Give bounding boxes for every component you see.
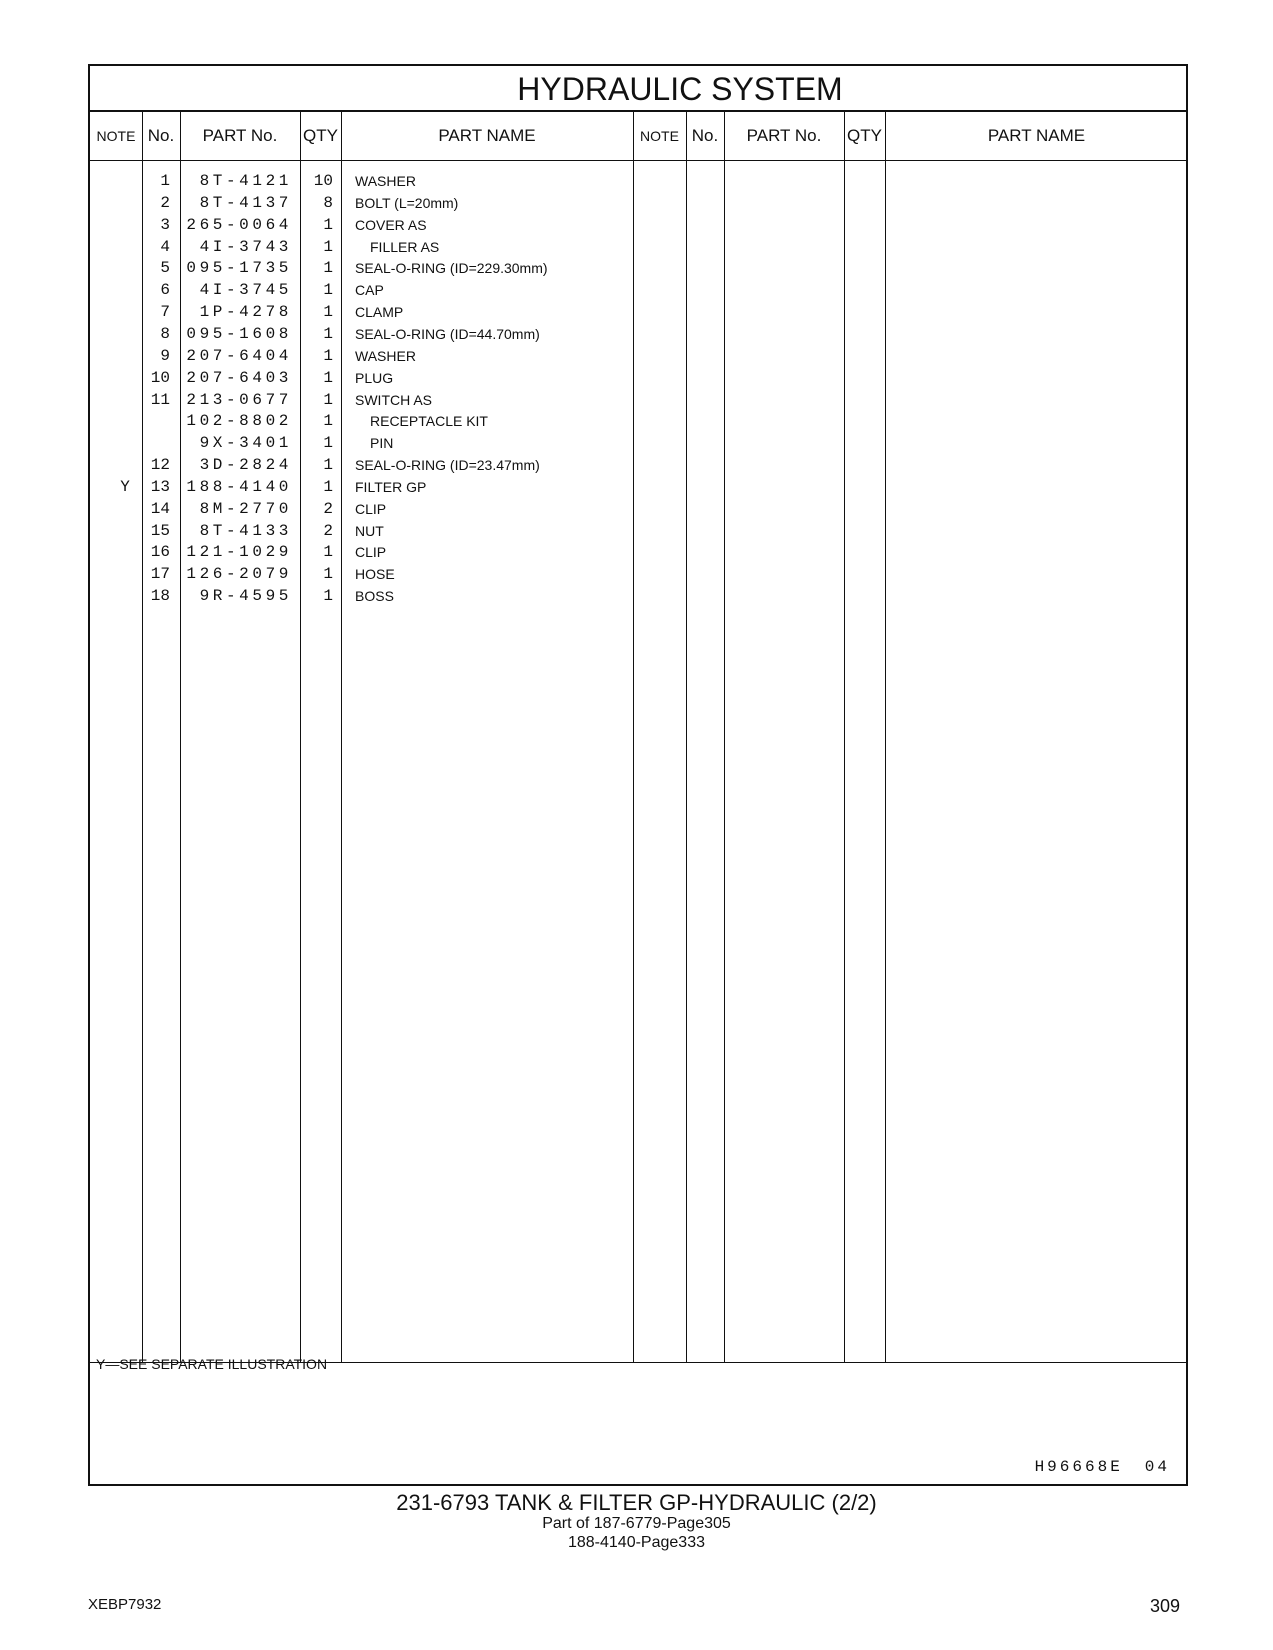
header-part-name-2: PART NAME — [987, 126, 1086, 145]
header-note: NOTE — [96, 128, 136, 144]
row-part-number: 8T-4137 — [199, 193, 292, 212]
group-caption-ref-1: Part of 187-6779-Page305 — [542, 1515, 731, 1532]
page-title-text: HYDRAULIC SYSTEM — [517, 71, 843, 107]
row-part-name: NUT — [355, 522, 384, 539]
row-part-number: 8T-4121 — [199, 172, 292, 190]
row-part-name: CLAMP — [355, 304, 404, 321]
row-part-name: WASHER — [355, 347, 416, 364]
row-item-number: 10 — [150, 368, 170, 387]
header-divider — [90, 160, 1186, 161]
table-row — [90, 476, 1186, 499]
row-quantity: 8 — [323, 193, 333, 212]
page-title — [90, 66, 1186, 112]
row-item-number: 14 — [150, 499, 170, 518]
row-item-number: 11 — [150, 390, 170, 409]
table-row — [90, 498, 1186, 521]
row-part-name: SEAL-O-RING (ID=44.70mm) — [355, 325, 540, 342]
header-no: No. — [147, 126, 175, 145]
row-item-number: 4 — [160, 237, 170, 256]
row-part-name: FILLER AS — [370, 238, 440, 255]
row-part-number: 207-6403 — [186, 368, 292, 387]
row-quantity: 10 — [313, 172, 333, 190]
row-part-name: SWITCH AS — [355, 391, 433, 408]
table-row — [90, 563, 1186, 586]
row-part-number: 4I-3745 — [199, 281, 292, 300]
table-row — [90, 432, 1186, 455]
row-part-name: WASHER — [355, 173, 416, 189]
row-part-number: 102-8802 — [186, 412, 292, 431]
row-part-name: PIN — [370, 435, 394, 452]
header-note-2: NOTE — [640, 128, 679, 144]
table-row — [90, 345, 1186, 368]
table-row — [90, 367, 1186, 390]
group-caption-title: 231-6793 TANK & FILTER GP-HYDRAULIC (2/2) — [396, 1490, 877, 1515]
row-part-number: 207-6404 — [186, 346, 292, 365]
row-quantity: 2 — [323, 521, 333, 540]
table-row — [90, 410, 1186, 433]
row-quantity: 1 — [323, 303, 333, 322]
row-quantity: 1 — [323, 587, 333, 606]
row-quantity: 1 — [323, 368, 333, 387]
table-row — [90, 257, 1186, 280]
row-part-name: FILTER GP — [355, 478, 427, 495]
row-part-number: 095-1608 — [186, 324, 292, 343]
row-quantity: 1 — [323, 237, 333, 256]
row-part-number: 8M-2770 — [199, 499, 292, 518]
row-part-name: RECEPTACLE KIT — [370, 413, 488, 430]
row-part-name: SEAL-O-RING (ID=23.47mm) — [355, 457, 540, 474]
row-item-number: 2 — [160, 193, 170, 212]
table-row — [90, 170, 1186, 193]
header-qty-2: QTY — [847, 126, 882, 145]
row-item-number: 13 — [150, 477, 170, 496]
row-item-number: 16 — [150, 543, 170, 562]
row-part-name: CAP — [355, 282, 384, 299]
row-quantity: 1 — [323, 281, 333, 300]
group-caption-ref-2: 188-4140-Page333 — [567, 1534, 705, 1551]
table-row — [90, 520, 1186, 543]
row-part-number: 188-4140 — [186, 477, 292, 496]
row-quantity: 1 — [323, 215, 333, 234]
row-quantity: 1 — [323, 565, 333, 584]
page-number: 309 — [1150, 1596, 1181, 1616]
illustration-code — [1035, 1458, 1170, 1476]
parts-table-frame — [88, 64, 1188, 1486]
row-item-number: 17 — [150, 565, 170, 584]
row-part-number: 121-1029 — [186, 543, 292, 562]
row-item-number: 3 — [160, 215, 170, 234]
table-row — [90, 454, 1186, 477]
row-part-number: 1P-4278 — [199, 303, 292, 322]
row-note: Y — [120, 477, 130, 496]
row-part-number: 3D-2824 — [199, 456, 292, 475]
row-quantity: 1 — [323, 346, 333, 365]
row-part-number: 213-0677 — [186, 390, 292, 409]
row-part-number: 9R-4595 — [199, 587, 292, 606]
footnote: Y—SEE SEPARATE ILLUSTRATION — [96, 1356, 328, 1372]
row-part-number: 8T-4133 — [199, 521, 292, 540]
row-item-number: 8 — [160, 324, 170, 343]
row-part-name: CLIP — [355, 500, 387, 517]
row-part-number: 126-2079 — [186, 565, 292, 584]
table-row — [90, 323, 1186, 346]
row-part-number: 4I-3743 — [199, 237, 292, 256]
row-part-name: SEAL-O-RING (ID=229.30mm) — [355, 260, 548, 277]
header-part-name: PART NAME — [438, 126, 536, 145]
row-item-number: 18 — [150, 587, 170, 606]
row-part-name: BOSS — [355, 588, 394, 605]
table-row — [90, 541, 1186, 564]
table-row — [90, 236, 1186, 259]
row-part-name: CLIP — [355, 544, 387, 561]
row-quantity: 1 — [323, 456, 333, 475]
header-no-2: No. — [691, 126, 719, 145]
row-item-number: 5 — [160, 259, 170, 278]
row-part-number: 265-0064 — [186, 215, 292, 234]
row-part-name: COVER AS — [355, 216, 427, 233]
row-item-number: 15 — [150, 521, 170, 540]
row-part-number: 095-1735 — [186, 259, 292, 278]
row-quantity: 1 — [323, 543, 333, 562]
row-quantity: 2 — [323, 499, 333, 518]
table-row — [90, 214, 1186, 237]
row-item-number: 7 — [160, 303, 170, 322]
row-part-name: PLUG — [355, 369, 394, 386]
row-item-number: 12 — [150, 456, 170, 475]
table-row — [90, 301, 1186, 324]
header-qty: QTY — [303, 126, 338, 145]
row-quantity: 1 — [323, 259, 333, 278]
row-part-number: 9X-3401 — [199, 434, 292, 453]
revision-number: 04 — [1144, 1458, 1170, 1476]
table-row — [90, 389, 1186, 412]
row-part-name: HOSE — [355, 566, 395, 583]
row-quantity: 1 — [323, 412, 333, 431]
row-part-name: BOLT (L=20mm) — [355, 194, 459, 211]
row-quantity: 1 — [323, 434, 333, 453]
table-row — [90, 192, 1186, 215]
row-quantity: 1 — [323, 390, 333, 409]
table-row — [90, 585, 1186, 608]
table-row — [90, 279, 1186, 302]
illustration-code-text: H96668E — [1034, 1458, 1123, 1476]
row-quantity: 1 — [323, 324, 333, 343]
document-id: XEBP7932 — [88, 1596, 162, 1613]
header-part-no: PART No. — [202, 126, 278, 145]
row-item-number: 9 — [160, 346, 170, 365]
row-quantity: 1 — [323, 477, 333, 496]
row-item-number: 6 — [160, 281, 170, 300]
row-item-number: 1 — [160, 172, 170, 190]
header-part-no-2: PART No. — [746, 126, 822, 145]
